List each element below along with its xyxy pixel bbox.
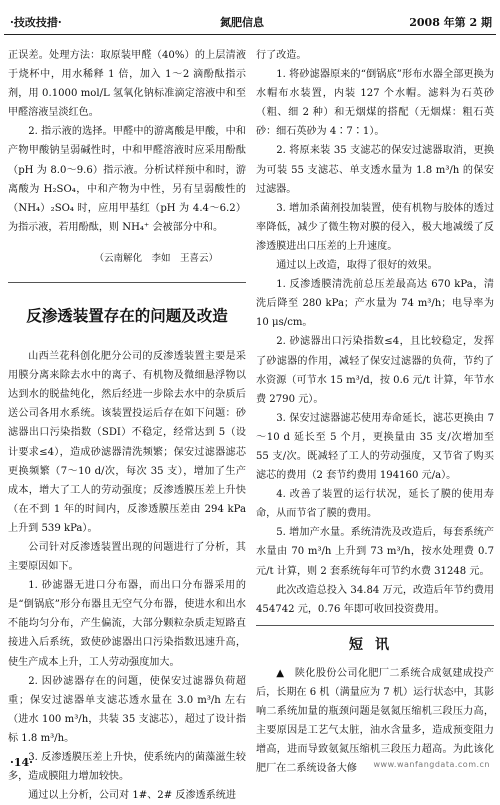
paragraph: 山西兰花科创化肥分公司的反渗透装置主要是采用膜分离来除去水中的离子、有机物及微细悬浮物以达到水的脱盐纯化，然后经进一步除去水中的杂质后送公司各用水系统。该装置投运后存在如下问题：砂滤器出口污染指数（SDI）不稳定，经常达到 5（设计要求≤4），造成砂滤器清洗频繁；保安过滤器滤芯更换频繁（7～10 d/次，每次 35 支），增加了生产成本，增大了工人的劳动强度；反渗透膜压差上升快（在不到 1 年的时间内，反渗透膜压差由 294 kPa 上升到 539 kPa）。 <box>8 351 246 534</box>
header-rule <box>4 34 496 35</box>
right-column <box>256 46 494 778</box>
paragraph: 4. 改善了装置的运行状况，延长了膜的使用寿命，从而节省了膜的费用。 <box>256 489 494 520</box>
paragraph: 通过以上改造，取得了很好的效果。 <box>276 260 438 272</box>
journal-name: 氮肥信息 <box>220 16 264 29</box>
paragraph: 2. 指示液的选择。甲醛中的游离酸是甲酸，中和产物甲酸钠呈弱碱性时，中和甲醛溶液时应采用酚酞（pH 为 8.0～9.6）指示液。分析试样预中和时，游离酸为 H₂SO₄，中和产物为中性，另有呈弱酸性的（NH₄）₂SO₄ 时，应用甲基红（pH 为 4.4～6.2）为指示液，若用酚酞，则 NH₄⁺ 会被部分中和。 <box>8 126 246 233</box>
paragraph: 通过以上分析，公司对 1#、2# 反渗透系统进 <box>28 790 236 802</box>
article-title: 反渗透装置存在的问题及改造 <box>26 307 228 326</box>
left-column <box>8 46 246 805</box>
paragraph: 3. 增加杀菌剂投加装置，使有机物与胶体的透过率降低，减少了微生物对膜的侵入，极大地减缓了反渗透膜进出口压差的上升速度。 <box>256 202 494 252</box>
paragraph: 1. 将砂滤器原来的“倒锅底”形布水器全部更换为水帽布水装置，内装 127 个水帽。滤料为石英砂（粗、细 2 种）和无烟煤的搭配（无烟煤：粗石英砂：细石英砂为 4∶7∶1）。 <box>256 69 494 138</box>
divider <box>8 282 246 283</box>
paragraph: 2. 将原来装 35 支滤芯的保安过滤器取消，更换为可装 55 支滤芯、单支透水量为 1.8 m³/h 的保安过滤器。 <box>256 145 494 195</box>
paragraph: 2. 因砂滤器存在的问题，使保安过滤器负荷超重；保安过滤器单支滤芯透水量在 3.0 m³/h 左右（进水 100 m³/h，共装 35 支滤芯），超过了设计指标 1.8 m³/h。 <box>8 675 246 744</box>
paragraph: 1. 反渗透膜清洗前总压差最高达 670 kPa，清洗后降至 280 kPa；产水量为 74 m³/h；电导率为 10 μs/cm。 <box>256 279 494 329</box>
page-number: ·14· <box>10 756 33 769</box>
issue-label: 2008 年第 2 期 <box>409 16 492 29</box>
paragraph: 3. 保安过滤器滤芯使用寿命延长，滤芯更换由 7～10 d 延长至 5 个月，更换量由 35 支/次增加至 55 支/次。既减轻了工人的劳动强度，又节省了购买滤芯的费用（2 套节约费用 194160 元/a）。 <box>256 412 494 482</box>
paragraph: 3. 反渗透膜压差上升快，使系统内的菌藻滋生较多，造成膜阻力增加较快。 <box>8 752 246 783</box>
paragraph: 公司针对反渗透装置出现的问题进行了分析，其主要原因如下。 <box>8 541 246 573</box>
news-section-title: 短讯 <box>349 636 401 653</box>
paragraph: 行了改造。 <box>256 50 307 61</box>
watermark: www.wanfangdata.com.cn <box>373 760 490 769</box>
divider <box>256 625 494 626</box>
paragraph: 2. 砂滤器出口污染指数≤4，且比较稳定，发挥了砂滤器的作用，减轻了保安过滤器的负荷，节约了水资源（可节水 15 m³/d，按 0.6 元/t 计算，年节水费 2790 元）。 <box>256 336 494 405</box>
paragraph: 1. 砂滤器无进口分布器，而出口分布器采用的是“倒锅底”形分布器且无空气分布器，使进水和出水不能均匀分布，产生偏流，大部分颗粒杂质走短路直接进入后系统，致使砂滤器出口污染指数迅速升高，使生产成本上升，工人劳动强度加大。 <box>8 580 246 668</box>
paragraph: 正误差。处理方法：取原装甲醛（40%）的上层清液于烧杯中，用水稀释 1 倍，加入 1～2 滴酚酞指示剂，用 0.1000 mol/L 氢氧化钠标准滴定溶液中和至甲醛溶液呈淡红色。 <box>8 50 246 119</box>
author-signature: （云南解化 李如 王喜云） <box>94 252 218 264</box>
page-footer <box>0 752 500 776</box>
news-paragraph: ▲ 陕化股份公司化肥厂二系统合成氨建成投产后，长期在 6 机（满量应为 7 机）运行状态中，其影响二系统加量的瓶颈问题是氨氮压缩机三段压力高，主要原因是工艺气太脏，油水含量多，造成预变阻力增高，进而导致氨氮压缩机三段压力超高。为此该化肥厂在二系统设备大修 <box>256 667 494 775</box>
paragraph: 5. 增加产水量。系统清洗及改造后，每套系统产水量由 70 m³/h 上升到 73 m³/h，按水处理费 0.7 元/t 计算，则 2 套系统每年可节约水费 31248 元。 <box>256 527 494 577</box>
section-label: ·技改技措· <box>10 16 62 29</box>
page-header <box>0 0 500 40</box>
paragraph: 此次改造总投入 34.84 万元，改造后年节约费用 454742 元，0.76 年即可收回投资费用。 <box>256 584 494 615</box>
